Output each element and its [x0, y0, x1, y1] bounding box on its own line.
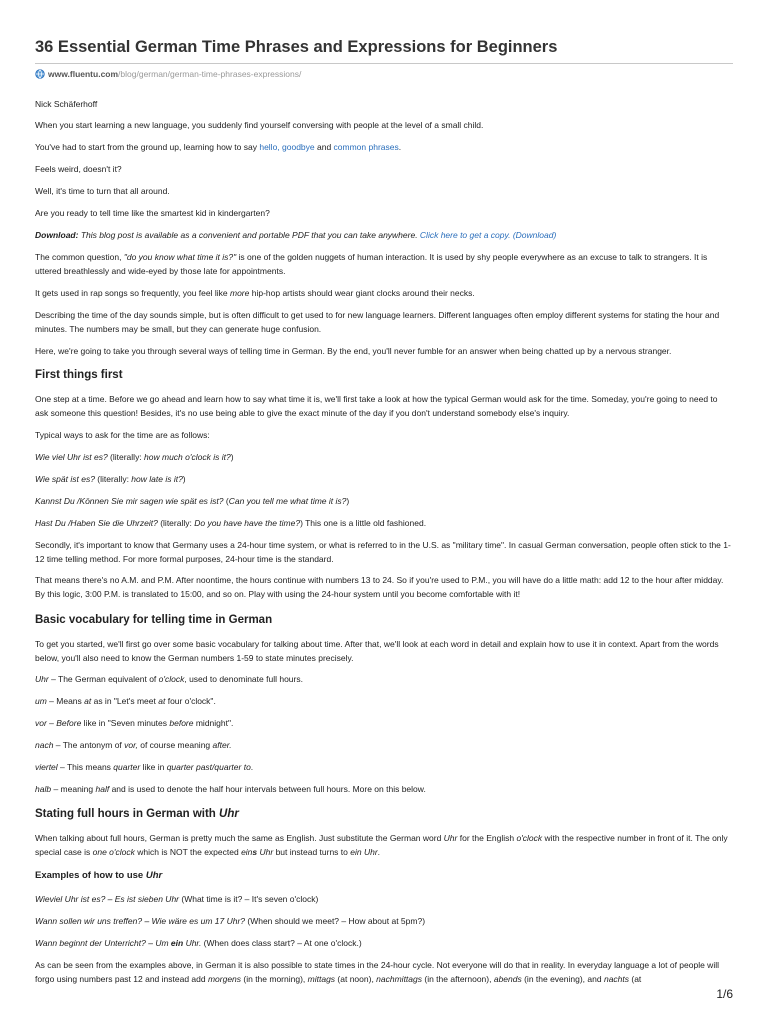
section-paragraph: To get you started, we'll first go over some basic vocabulary for talking about time. After that, we'll look at each word in detail and explain how to use it in context. Apart from the words below, you'll also need to know the German numbers 1-59 to state minutes precisely.	[35, 639, 719, 663]
translation: (When should we meet? – How about at 5pm?)	[245, 916, 426, 926]
emphasis: o'clock	[158, 674, 185, 684]
emphasis: Uhr	[219, 808, 239, 820]
vocab-item	[35, 783, 733, 797]
emphasis: one o'clock	[92, 846, 135, 857]
vocab-word: vor	[35, 718, 47, 728]
translation: Do you have have the time?	[194, 518, 301, 528]
text: and is used to denote the half hour intervals between full hours. More on this below.	[109, 784, 426, 794]
text: The common question,	[35, 252, 124, 262]
example-line	[35, 473, 733, 487]
intro-paragraph: Describing the time of the day sounds simple, but is often difficult to get used to for new language learners. Different languages often employ different systems for stating the hour and minutes. The numbers may be small, but they can generate huge confusion.	[35, 310, 720, 334]
example-line	[35, 915, 733, 929]
translation: Can you tell me what time it is?	[228, 496, 347, 506]
text: like in "Seven minutes	[81, 718, 170, 728]
emphasis: o'clock	[516, 833, 543, 843]
text: which is NOT the expected	[134, 846, 242, 857]
text: – The German equivalent of	[48, 674, 159, 684]
text: (at noon),	[335, 973, 377, 984]
german-phrase: Wie spät ist es?	[35, 474, 95, 484]
example-line	[35, 451, 733, 465]
german-phrase: Kannst Du /Können Sie mir sagen wie spät es ist?	[35, 496, 224, 506]
emphasis: abends	[493, 973, 522, 984]
text: – Means	[46, 696, 85, 706]
german-phrase: Hast Du /Haben Sie die Uhrzeit?	[35, 518, 158, 528]
example-line	[35, 495, 733, 509]
text: .	[250, 762, 254, 772]
emphasis: before	[169, 718, 194, 728]
text: four o'clock".	[165, 696, 216, 706]
download-text: This blog post is available as a convenient and portable PDF that you can take anywhere.	[78, 230, 420, 240]
download-link[interactable]: Click here to get a copy. (Download)	[419, 230, 557, 240]
german-phrase: Wieviel Uhr ist es? – Es ist sieben Uhr	[35, 894, 180, 904]
section-paragraph: Secondly, it's important to know that Germany uses a 24-hour time system, or what is referred to in the U.S. as "military time". In casual German conversation, people often stick to the 1-12 time telling method. For more formal purposes, 24-hour time is the standard.	[35, 540, 731, 564]
translation: (When does class start? – At one o'clock.)	[201, 938, 362, 948]
download-notice	[35, 229, 733, 243]
title-divider	[35, 63, 733, 64]
page-number: 1/6	[716, 987, 733, 1001]
text: (	[223, 496, 229, 506]
emphasis: ein	[241, 846, 253, 857]
example-line	[35, 937, 733, 951]
text: You've had to start from the ground up, learning how to say	[35, 142, 260, 152]
section-paragraph: One step at a time. Before we go ahead and learn how to say what time it is, we'll first take a look at how the typical German would ask for the time. Someday, you're going to need to ask someone this question! Besides, it's no use being able to give the exact minute of the day if you don't understand somebody else's inquiry.	[35, 394, 718, 418]
text: )	[182, 474, 186, 484]
section-heading: First things first	[35, 369, 123, 381]
intro-paragraph	[35, 141, 733, 155]
text: (at	[629, 973, 642, 984]
emphasis: half	[95, 784, 110, 794]
text: of course meaning	[137, 740, 213, 750]
section-heading	[35, 808, 239, 820]
text: ) This one is a little old fashioned.	[300, 518, 427, 528]
text: (in the afternoon),	[422, 973, 494, 984]
section-paragraph	[35, 959, 733, 986]
emphasis: at	[84, 696, 92, 706]
translation: (What time is it? – It's seven o'clock)	[179, 894, 319, 904]
intro-paragraph: Are you ready to tell time like the smartest kid in kindergarten?	[35, 208, 270, 218]
section-paragraph	[35, 832, 733, 859]
text: as in "Let's meet	[91, 696, 159, 706]
emphasis: Uhr	[443, 833, 458, 843]
german-phrase: Wann sollen wir uns treffen? – Wie wäre es um 17 Uhr?	[35, 916, 246, 926]
text: –	[46, 718, 57, 728]
german-phrase: Wann beginnt der Unterricht? – Um	[35, 938, 171, 948]
translation: how late is it?	[131, 474, 183, 484]
intro-paragraph: Here, we're going to take you through several ways of telling time in German. By the end, you'll never fumble for an answer when being chatted up by a nervous stranger.	[35, 346, 672, 356]
emphasis: nachmittags	[376, 973, 423, 984]
translation: how much o'clock is it?	[144, 452, 231, 462]
text: When talking about full hours, German is pretty much the same as English. Just substitute the German word	[35, 833, 444, 843]
text: (in the evening), and	[521, 973, 604, 984]
section-heading: Basic vocabulary for telling time in German	[35, 614, 273, 626]
vocab-item	[35, 717, 733, 731]
text: Examples of how to use	[35, 870, 146, 881]
emphasis: Uhr	[145, 870, 163, 881]
text: like in	[140, 762, 167, 772]
emphasis: Uhr	[259, 846, 274, 857]
text: – meaning	[51, 784, 96, 794]
intro-paragraph: When you start learning a new language, you suddenly find yourself conversing with people at the level of a small child.	[35, 120, 484, 130]
text: .	[377, 846, 381, 857]
vocab-word: um	[35, 696, 47, 706]
text: , used to denominate full hours.	[184, 674, 303, 684]
text: (literally:	[94, 474, 132, 484]
text: It gets used in rap songs so frequently, you feel like	[35, 288, 230, 298]
emphasis: at	[158, 696, 166, 706]
vocab-item	[35, 739, 733, 753]
common-phrases-link[interactable]: common phrases	[333, 142, 399, 152]
text: midnight".	[193, 718, 234, 728]
emphasis: more	[229, 288, 250, 298]
vocab-word: nach	[35, 740, 54, 750]
intro-paragraph: Well, it's time to turn that all around.	[35, 186, 170, 196]
emphasis: ein Uhr	[350, 846, 378, 857]
hello-goodbye-link[interactable]: hello, goodbye	[259, 142, 315, 152]
source-path: /blog/german/german-time-phrases-expressions/	[118, 69, 302, 79]
text: but instead turns to	[273, 846, 351, 857]
intro-paragraph: Feels weird, doesn't it?	[35, 164, 122, 174]
emphasis: s	[252, 846, 258, 857]
text: Stating full hours in German with	[35, 808, 220, 820]
emphasis: vor,	[124, 740, 138, 750]
text: (in the morning),	[241, 973, 308, 984]
example-line	[35, 517, 733, 531]
text: hip-hop artists should wear giant clocks around their necks.	[249, 288, 475, 298]
vocab-item	[35, 761, 733, 775]
page-title: 36 Essential German Time Phrases and Expressions for Beginners	[35, 38, 558, 56]
text: with the respective number in front of it. The only special case is	[35, 833, 728, 857]
globe-icon	[35, 69, 45, 81]
section-paragraph: That means there's no A.M. and P.M. After noontime, the hours continue with numbers 13 to 24. So if you're used to P.M., you will have do a little math: add 12 to the hour after midday. By this logic, 3:00 P.M. is translated to 15:00, and so on. Play with using the 24-hour system until you become comfortable with it!	[35, 575, 724, 599]
text: )	[346, 496, 350, 506]
source-url[interactable]	[35, 69, 301, 81]
text: (literally:	[107, 452, 145, 462]
author-name: Nick Schäferhoff	[35, 99, 98, 109]
german-phrase: Wie viel Uhr ist es?	[35, 452, 108, 462]
german-phrase: Uhr.	[183, 938, 202, 948]
vocab-word: Uhr	[35, 674, 49, 684]
emphasis: quarter	[113, 762, 141, 772]
emphasis: Before	[56, 718, 82, 728]
emphasis: morgens	[207, 973, 242, 984]
text: – The antonym of	[53, 740, 125, 750]
text: is one of the golden nuggets of human interaction. It is used by shy people everywhere as an excuse to talk to strangers. It is uttered breathlessly and wide-eyed by those late for appointments.	[35, 252, 708, 276]
text: As can be seen from the examples above, in German it is also possible to state times in the 24-hour cycle. Not everyone will do that in reality. In everyday language a lot of people will forgo using numbers past 12 and instead add	[35, 960, 719, 984]
example-line	[35, 893, 733, 907]
text: for the English	[457, 833, 517, 843]
text: .	[398, 142, 402, 152]
vocab-item	[35, 695, 733, 709]
text: – This means	[57, 762, 114, 772]
vocab-word: viertel	[35, 762, 58, 772]
text: )	[230, 452, 234, 462]
source-host: www.fluentu.com	[48, 69, 119, 79]
emphasis: after.	[212, 740, 232, 750]
download-label: Download:	[35, 230, 79, 240]
quote: "do you know what time it is?"	[123, 252, 237, 262]
text: and	[314, 142, 334, 152]
intro-paragraph	[35, 251, 733, 278]
text: (literally:	[157, 518, 195, 528]
emphasis: nachts	[603, 973, 630, 984]
vocab-word: halb	[35, 784, 52, 794]
intro-paragraph	[35, 287, 733, 301]
emphasis: ein	[170, 938, 184, 948]
vocab-item	[35, 673, 733, 687]
section-paragraph: Typical ways to ask for the time are as follows:	[35, 430, 210, 440]
emphasis: quarter past/quarter to	[166, 762, 251, 772]
emphasis: mittags	[307, 973, 336, 984]
subsection-heading	[35, 870, 162, 881]
